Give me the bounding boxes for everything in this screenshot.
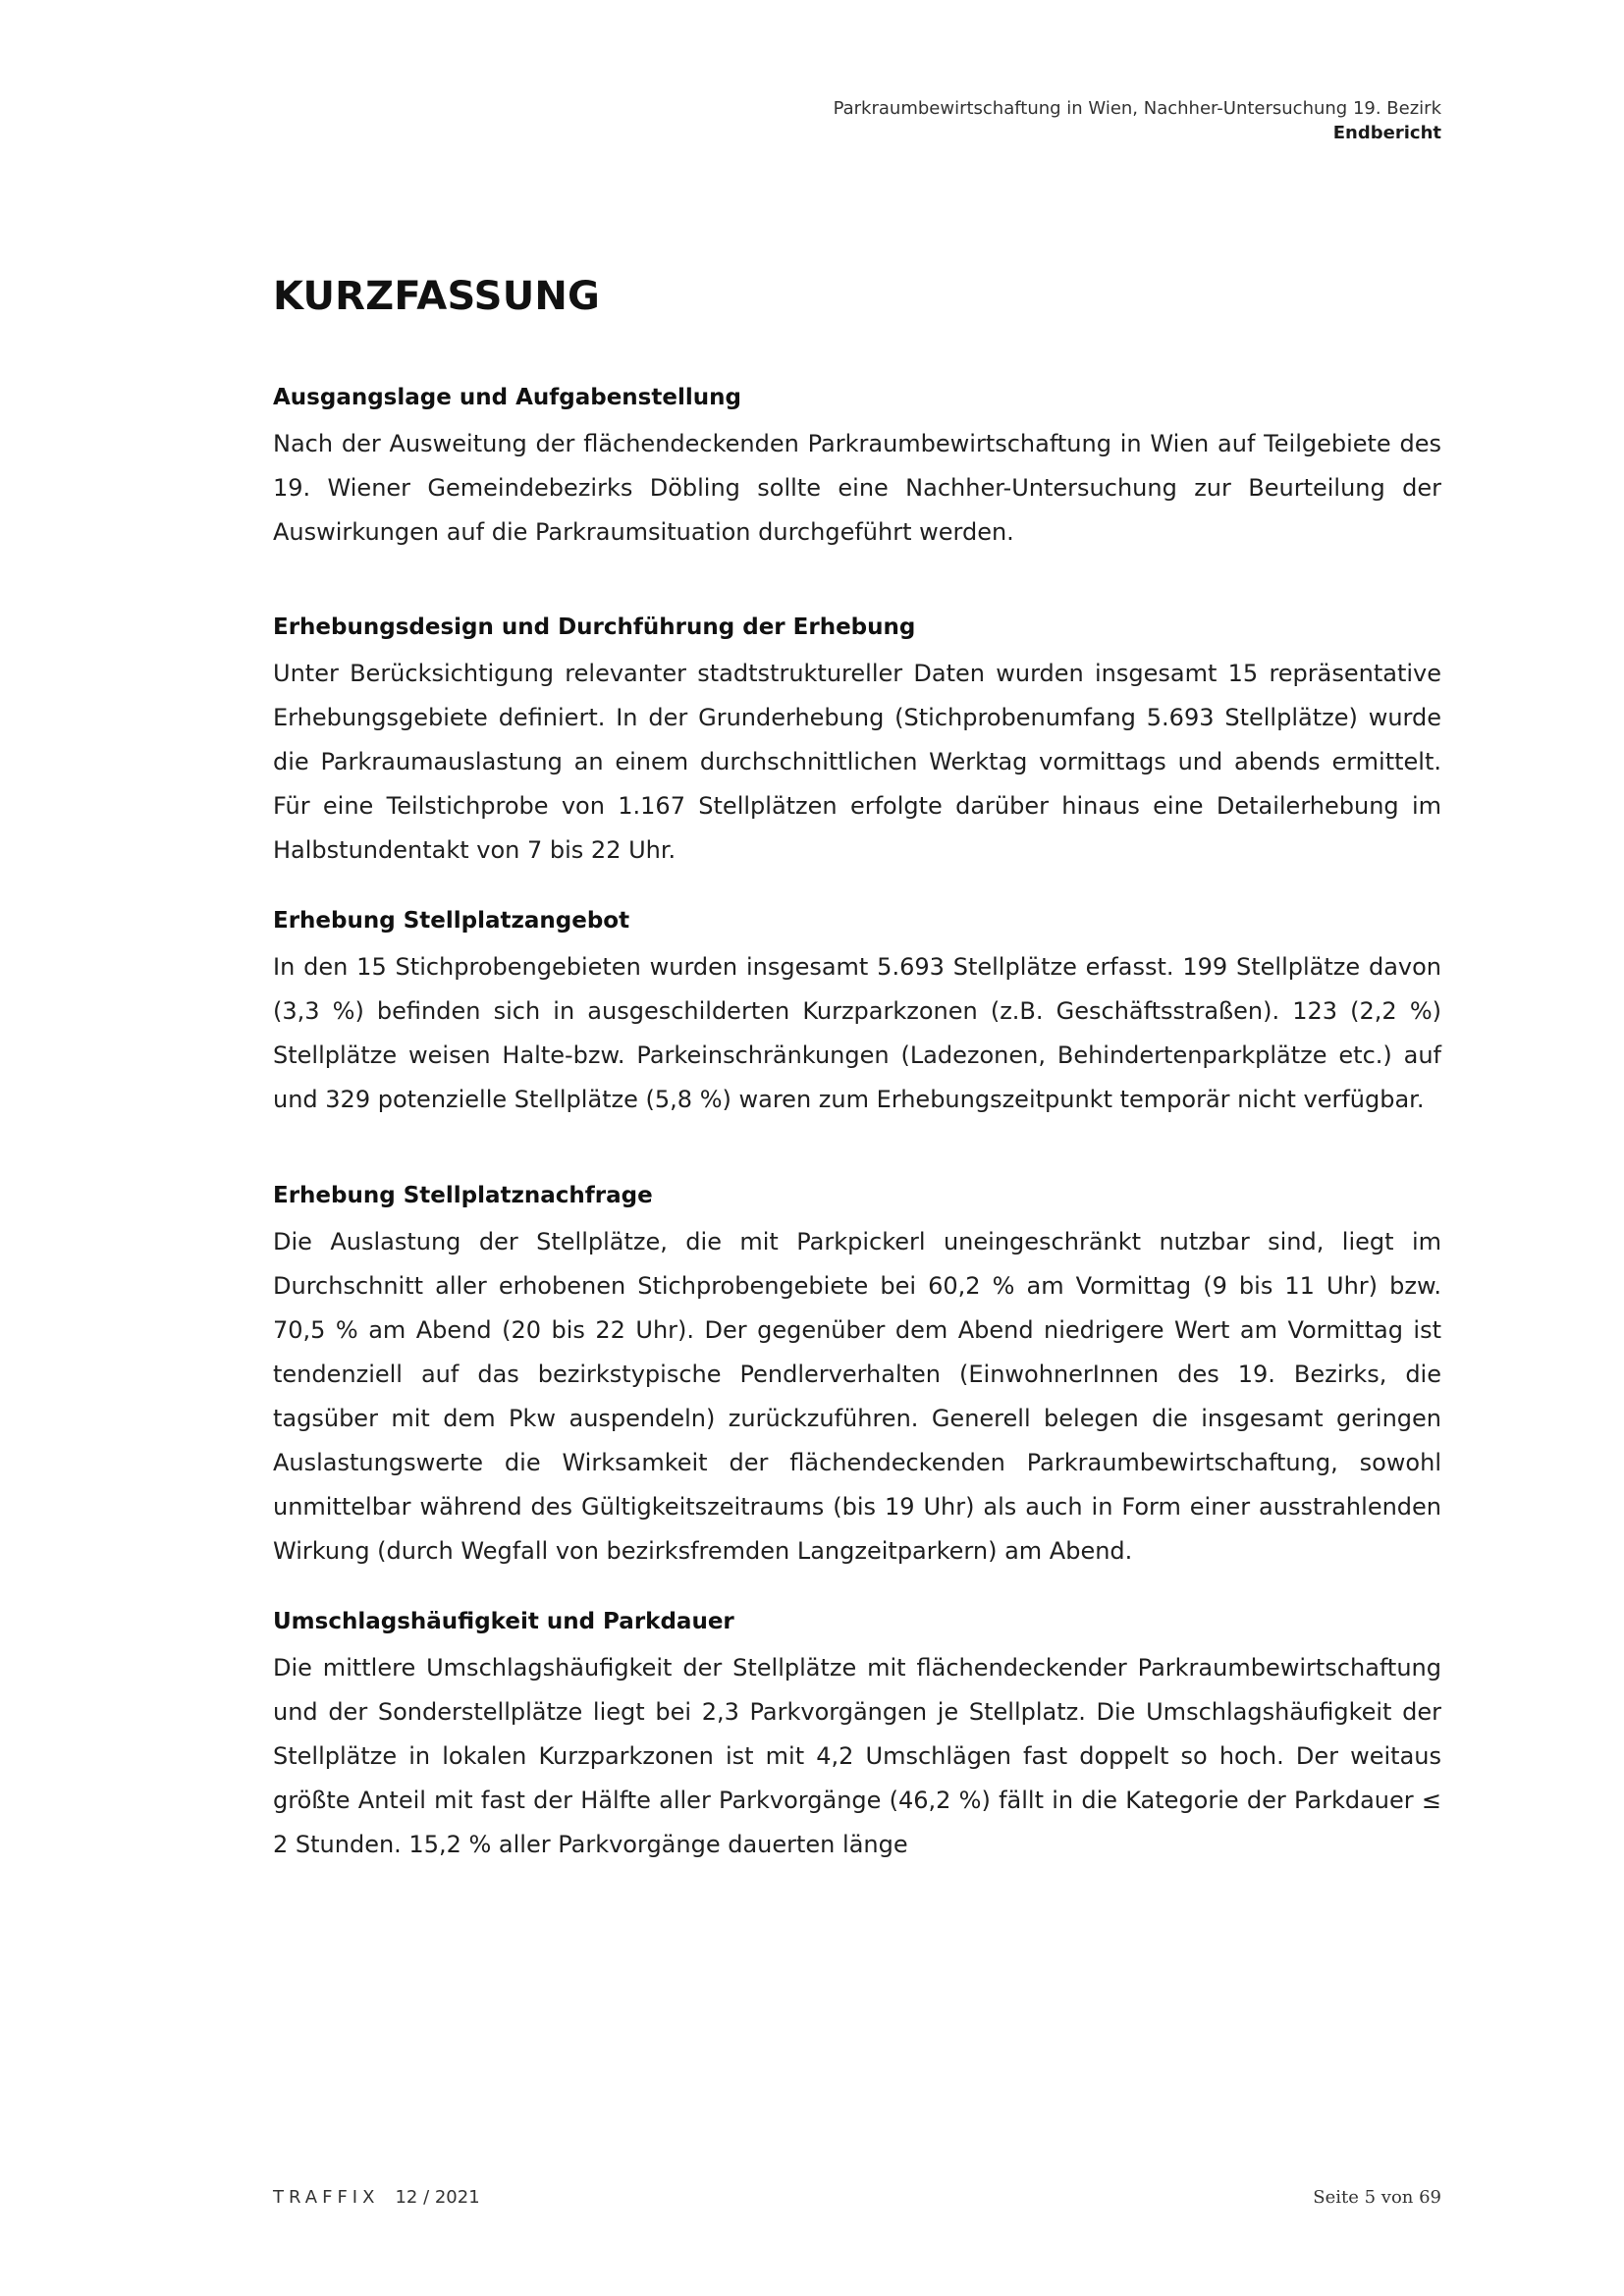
issue-date: 12 / 2021 (395, 2187, 480, 2208)
section-heading: Ausgangslage und Aufgabenstellung (273, 385, 741, 410)
document-title: Parkraumbewirtschaftung in Wien, Nachher-Untersuchung 19. Bezirk (833, 98, 1441, 119)
section-paragraph: Nach der Ausweitung der flächendeckenden Parkraumbewirtschaftung in Wien auf Teilgebiete des 19. Wiener Gemeindebezirks Döbling sollte eine Nachher-Untersuchung zur Beurteilung der Auswirkungen auf die Parkraumsituation durchgeführt werden. (273, 430, 1441, 546)
section-paragraph: Die mittlere Umschlagshäufigkeit der Stellplätze mit flächendeckender Parkraumbewirtschaftung und der Sonderstellplätze liegt bei 2,3 Parkvorgängen je Stellplatz. Die Umschlagshäufigkeit der Stellplätze in lokalen Kurzparkzonen ist mit 4,2 Umschlägen fast doppelt so hoch. Der weitaus größte Anteil mit fast der Hälfte aller Parkvorgänge (46,2 %) fällt in die Kategorie der Parkdauer ≤ 2 Stunden. 15,2 % aller Parkvorgänge dauerten länge (273, 1654, 1441, 1858)
section-paragraph: In den 15 Stichprobengebieten wurden insgesamt 5.693 Stellplätze erfasst. 199 Stellplätze davon (3,3 %) befinden sich in ausgeschilderten Kurzparkzonen (z.B. Geschäftsstraßen). 123 (2,2 %) Stellplätze weisen Halte-bzw. Parkeinschränkungen (Ladezonen, Behindertenparkplätze etc.) auf und 329 potenzielle Stellplätze (5,8 %) waren zum Erhebungszeitpunkt temporär nicht verfügbar. (273, 953, 1441, 1113)
section-paragraph: Die Auslastung der Stellplätze, die mit Parkpickerl uneingeschränkt nutzbar sind, liegt im Durchschnitt aller erhobenen Stichprobengebiete bei 60,2 % am Vormittag (9 bis 11 Uhr) bzw. 70,5 % am Abend (20 bis 22 Uhr). Der gegenüber dem Abend niedrigere Wert am Vormittag ist tendenziell auf das bezirkstypische Pendlerverhalten (EinwohnerInnen des 19. Bezirks, die tagsüber mit dem Pkw auspendeln) zurückzuführen. Generell belegen die insgesamt geringen Auslastungswerte die Wirksamkeit der flächendeckenden Parkraumbewirtschaftung, sowohl unmittelbar während des Gültigkeitszeitraums (bis 19 Uhr) als auch in Form einer ausstrahlenden Wirkung (durch Wegfall von bezirksfremden Langzeitparkern) am Abend. (273, 1228, 1441, 1565)
company-brand: TRAFFIX (273, 2187, 380, 2208)
section-heading: Erhebungsdesign und Durchführung der Erhebung (273, 614, 916, 640)
report-type-label: Endbericht (1332, 123, 1441, 143)
page-footer (273, 2185, 1441, 2211)
section-umschlagshaeufigkeit (273, 1605, 1441, 1867)
page-title: KURZFASSUNG (273, 274, 601, 319)
running-header (834, 96, 1441, 145)
section-paragraph: Unter Berücksichtigung relevanter stadtstruktureller Daten wurden insgesamt 15 repräsentative Erhebungsgebiete definiert. In der Grunderhebung (Stichprobenumfang 5.693 Stellplätze) wurde die Parkraumauslastung an einem durchschnittlichen Werktag vormittags und abends ermittelt. Für eine Teilstichprobe von 1.167 Stellplätzen erfolgte darüber hinaus eine Detailerhebung im Halbstundentakt von 7 bis 22 Uhr. (273, 660, 1441, 864)
section-stellplatzangebot (273, 904, 1441, 1122)
section-erhebungsdesign (273, 611, 1441, 873)
section-heading: Erhebung Stellplatzangebot (273, 908, 630, 934)
page-content (273, 267, 1441, 1867)
section-heading: Erhebung Stellplatznachfrage (273, 1183, 653, 1208)
section-heading: Umschlagshäufigkeit und Parkdauer (273, 1609, 734, 1634)
page-number: Seite 5 von 69 (1313, 2187, 1441, 2208)
section-stellplatznachfrage (273, 1179, 1441, 1574)
section-ausgangslage (273, 381, 1441, 555)
